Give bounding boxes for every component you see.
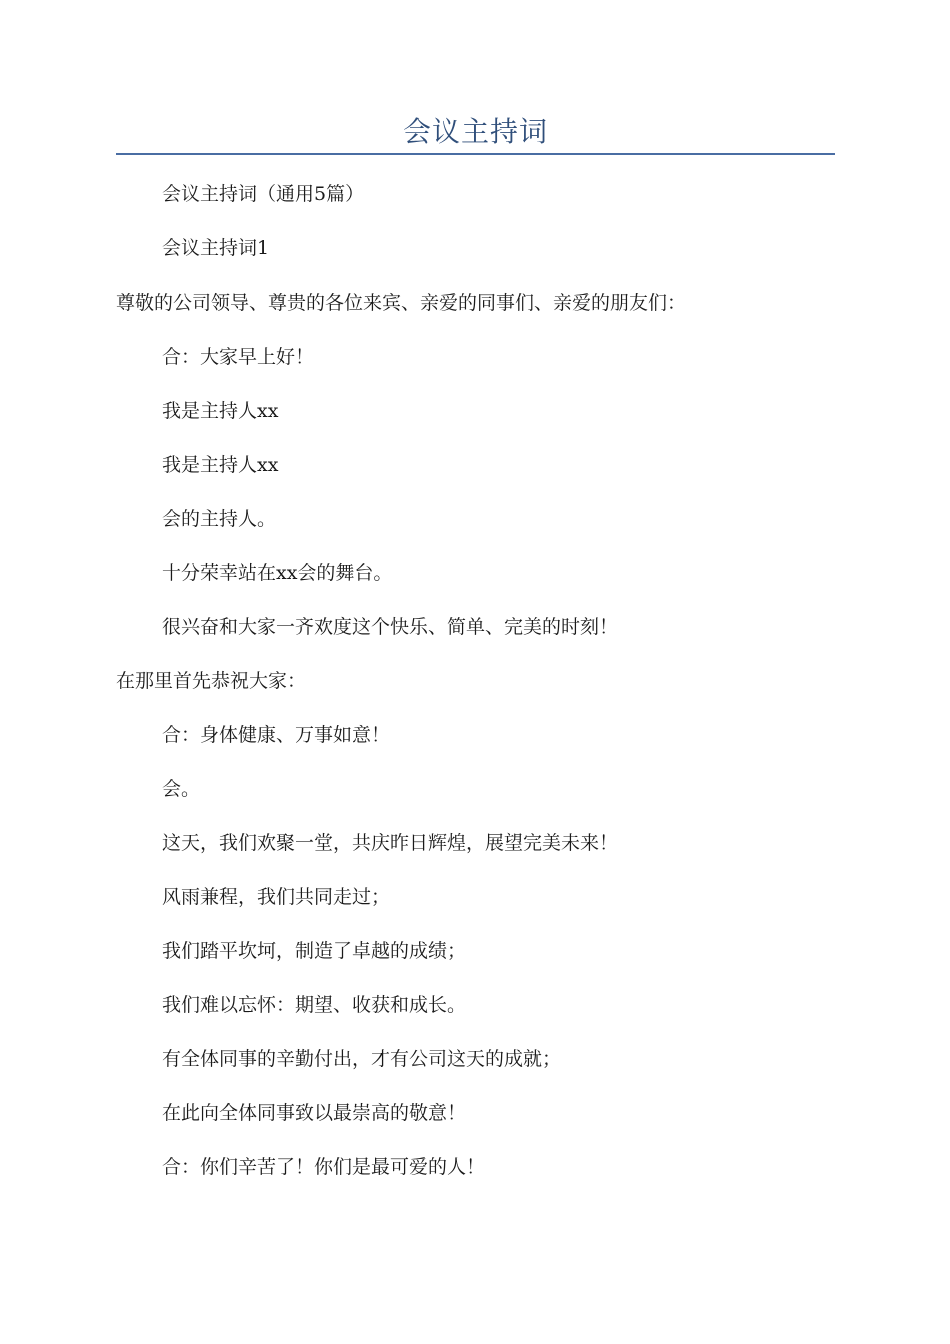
paragraph-subtitle: 会议主持词（通用5篇）	[162, 183, 365, 205]
paragraph: 在那里首先恭祝大家：	[116, 670, 307, 692]
paragraph: 我们难以忘怀：期望、收获和成长。	[162, 994, 467, 1016]
paragraph: 十分荣幸站在xx会的舞台。	[162, 562, 393, 584]
paragraph: 在此向全体同事致以最崇高的敬意！	[162, 1102, 467, 1124]
paragraph: 我是主持人xx	[162, 400, 279, 422]
paragraph: 合：大家早上好！	[162, 346, 315, 368]
title-underline	[116, 153, 835, 155]
paragraph: 很兴奋和大家一齐欢度这个快乐、简单、完美的时刻！	[162, 616, 619, 638]
paragraph: 有全体同事的辛勤付出，才有公司这天的成就；	[162, 1048, 562, 1070]
document-title: 会议主持词	[402, 115, 548, 148]
paragraph: 这天，我们欢聚一堂，共庆昨日辉煌，展望完美未来！	[162, 832, 619, 854]
paragraph: 会。	[162, 778, 201, 800]
paragraph-section-heading: 会议主持词1	[162, 237, 270, 259]
paragraph: 我是主持人xx	[162, 454, 279, 476]
paragraph-greeting: 尊敬的公司领导、尊贵的各位来宾、亲爱的同事们、亲爱的朋友们：	[116, 292, 687, 314]
paragraph: 风雨兼程，我们共同走过；	[162, 886, 391, 908]
paragraph: 会的主持人。	[162, 508, 277, 530]
paragraph: 合：你们辛苦了！你们是最可爱的人！	[162, 1156, 486, 1178]
paragraph: 合：身体健康、万事如意！	[162, 724, 391, 746]
paragraph: 我们踏平坎坷，制造了卓越的成绩；	[162, 940, 467, 962]
